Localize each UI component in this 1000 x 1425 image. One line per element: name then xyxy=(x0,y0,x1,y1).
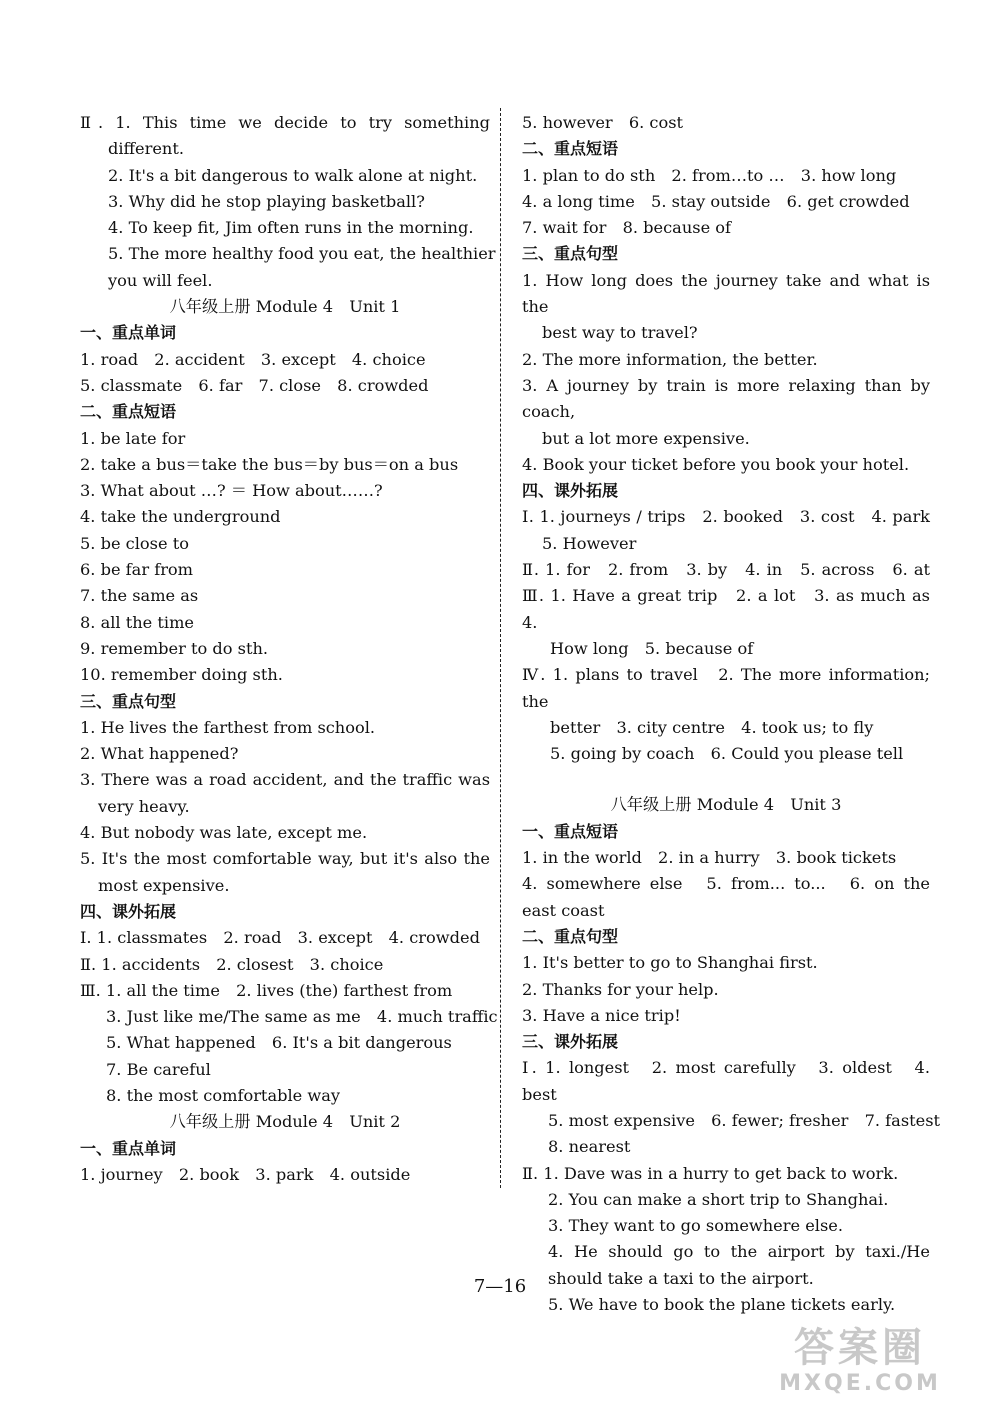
text-line: 7. the same as xyxy=(80,586,199,606)
text-line: 3. They want to go somewhere else. xyxy=(548,1216,844,1236)
text-line: 5. be close to xyxy=(80,533,189,553)
text-line: 2. The more information, the better. xyxy=(522,349,818,369)
text-line: 5. We have to book the plane tickets early. xyxy=(548,1295,896,1315)
text-line: Ⅱ. 1. for 2. from 3. by 4. in 5. across 6. at xyxy=(522,560,930,580)
text-line: 8. the most comfortable way xyxy=(106,1085,341,1105)
text-line: Ⅲ. 1. all the time 2. lives (the) farthest from xyxy=(80,980,453,1000)
text-line: How long 5. because of xyxy=(550,638,754,658)
text-line: 3. Why did he stop playing basketball? xyxy=(108,191,425,211)
text-line: 4. He should go to the airport by taxi./He xyxy=(548,1242,930,1262)
text-line: better 3. city centre 4. took us; to fly xyxy=(550,717,874,737)
text-line: 5. however 6. cost xyxy=(522,113,684,132)
right-column xyxy=(522,110,947,1318)
text-line: but a lot more expensive. xyxy=(542,428,750,448)
text-line: 1. plan to do sth 2. from…to … 3. how long xyxy=(522,165,897,185)
text-line: 4. To keep fit, Jim often runs in the morning. xyxy=(108,218,474,238)
text-line: 3. What about …? ＝ How about……? xyxy=(80,481,383,501)
text-line: 6. be far from xyxy=(80,560,194,580)
text-line: Ⅰ. 1. classmates 2. road 3. except 4. crowded xyxy=(80,928,480,948)
text-line: you will feel. xyxy=(108,270,213,290)
text-line: 2. Thanks for your help. xyxy=(522,979,719,999)
section-heading: 三、重点句型 xyxy=(522,244,619,264)
text-line: Ⅳ. 1. plans to travel 2. The more information; the xyxy=(522,665,930,711)
text-line: 10. remember doing sth. xyxy=(80,665,283,685)
text-line: 5. However xyxy=(542,533,637,553)
text-line: 4. somewhere else 5. from... to... 6. on the xyxy=(522,874,930,894)
unit-title: 八年级上册 Module 4 Unit 1 xyxy=(169,297,401,317)
text-line: 4. a long time 5. stay outside 6. get crowded xyxy=(522,191,910,211)
section-heading: 一、重点单词 xyxy=(80,323,177,343)
text-line: 4. But nobody was late, except me. xyxy=(80,823,368,843)
text-line: 5. The more healthy food you eat, the healthier xyxy=(108,244,496,264)
section-heading: 二、重点短语 xyxy=(522,139,619,159)
text-line: Ⅲ. 1. Have a great trip 2. a lot 3. as much as 4. xyxy=(522,586,947,632)
section-heading: 二、重点句型 xyxy=(522,926,619,946)
text-line: Ⅰ. 1. longest 2. most carefully 3. oldest 4. best xyxy=(522,1058,930,1104)
text-line: 8. nearest xyxy=(548,1137,631,1157)
text-line: 1. How long does the journey take and what is the xyxy=(522,270,930,317)
text-line: different. xyxy=(108,139,185,159)
text-line: 4. take the underground xyxy=(80,507,281,527)
text-line: 5. It's the most comfortable way, but it's also the xyxy=(80,849,490,869)
text-line: 8. all the time xyxy=(80,612,195,632)
watermark-logo xyxy=(760,1325,960,1405)
text-line: 7. wait for 8. because of xyxy=(522,218,732,238)
text-line: Ⅱ. 1. accidents 2. closest 3. choice xyxy=(80,954,384,974)
text-line: east coast xyxy=(522,900,605,920)
text-line: 5. classmate 6. far 7. close 8. crowded xyxy=(80,375,429,395)
section-heading: 一、重点单词 xyxy=(80,1138,177,1158)
text-line: 5. most expensive 6. fewer; fresher 7. fastest xyxy=(548,1110,941,1130)
text-line: best way to travel? xyxy=(542,323,698,343)
unit-title: 八年级上册 Module 4 Unit 3 xyxy=(610,795,842,815)
text-line: most expensive. xyxy=(98,875,230,895)
section-heading: 四、课外拓展 xyxy=(80,901,177,921)
text-line: 5. What happened 6. It's a bit dangerous xyxy=(106,1033,452,1053)
watermark-url: MXQE.COM xyxy=(779,1371,941,1396)
text-line: 1. road 2. accident 3. except 4. choice xyxy=(80,349,426,369)
text-line: 3. Have a nice trip! xyxy=(522,1005,681,1025)
text-line: 2. You can make a short trip to Shanghai. xyxy=(548,1189,889,1209)
text-line: 1. be late for xyxy=(80,428,186,448)
section-heading: 三、课外拓展 xyxy=(522,1032,619,1052)
text-line: 7. Be careful xyxy=(106,1059,211,1079)
text-line: 1. It's better to go to Shanghai first. xyxy=(522,953,818,973)
text-line: 3. Just like me/The same as me 4. much traffic xyxy=(106,1007,498,1027)
text-line: Ⅱ. 1. This time we decide to try something xyxy=(80,113,490,132)
text-line: 3. There was a road accident, and the traffic was xyxy=(80,770,490,790)
text-line: 4. Book your ticket before you book your hotel. xyxy=(522,454,910,474)
section-heading: 四、课外拓展 xyxy=(522,481,619,501)
text-line: 2. What happened? xyxy=(80,744,239,764)
text-line: Ⅰ. 1. journeys / trips 2. booked 3. cost 4. park xyxy=(522,507,930,527)
text-line: 9. remember to do sth. xyxy=(80,638,269,658)
watermark-text: 答案圈 xyxy=(794,1325,926,1371)
section-heading: 三、重点句型 xyxy=(80,691,177,711)
text-line: 1. in the world 2. in a hurry 3. book tickets xyxy=(522,848,897,868)
text-line: 2. take a bus＝take the bus＝by bus＝on a bus xyxy=(80,454,459,474)
text-line: 2. It's a bit dangerous to walk alone at night. xyxy=(108,165,478,185)
text-line: 5. going by coach 6. Could you please tell xyxy=(550,744,904,764)
text-line: 1. journey 2. book 3. park 4. outside xyxy=(80,1164,411,1184)
section-heading: 一、重点短语 xyxy=(522,821,619,841)
section-heading: 二、重点短语 xyxy=(80,402,177,422)
text-line: Ⅱ. 1. Dave was in a hurry to get back to work. xyxy=(522,1163,899,1183)
text-line: 3. A journey by train is more relaxing than by coach, xyxy=(522,375,930,422)
column-divider xyxy=(500,108,503,1188)
page-number: 7—16 xyxy=(473,1276,527,1297)
text-line: very heavy. xyxy=(98,796,190,816)
left-column xyxy=(80,110,498,1188)
text-line: 1. He lives the farthest from school. xyxy=(80,717,376,737)
text-line: should take a taxi to the airport. xyxy=(548,1268,814,1288)
unit-title: 八年级上册 Module 4 Unit 2 xyxy=(169,1112,401,1132)
